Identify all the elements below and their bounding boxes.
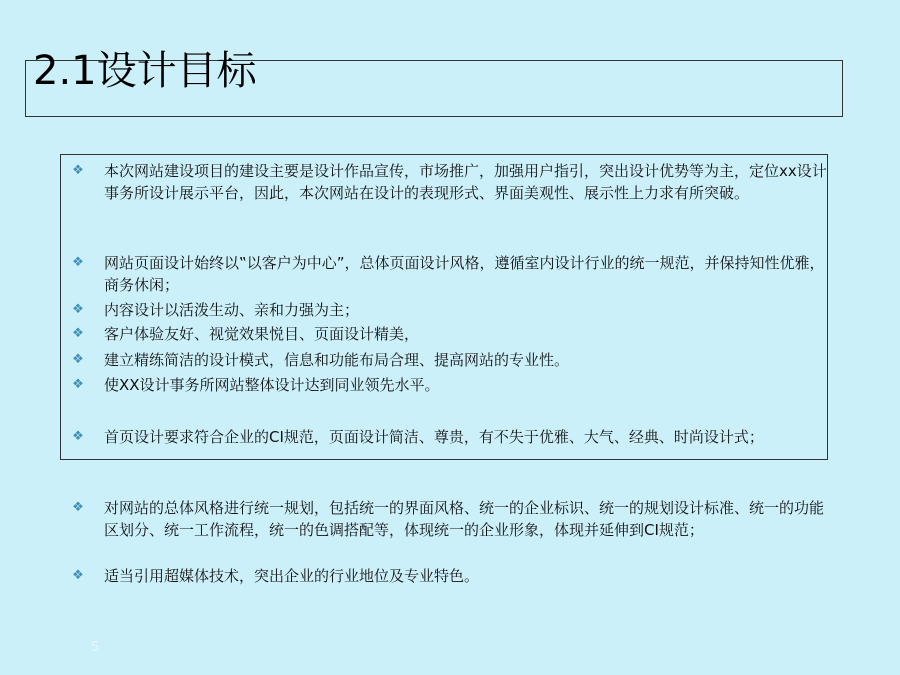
diamond-bullet-icon: ❖ [72,163,84,178]
bullet-item-2 [66,252,836,296]
slide-title: 2.1设计目标 [33,48,257,94]
bullet-item-7 [66,426,836,448]
diamond-bullet-icon: ❖ [72,302,84,317]
bullet-text: 使XX设计事务所网站整体设计达到同业领先水平。 [104,376,440,394]
bullet-item-1 [66,160,836,204]
bullet-text: 适当引用超媒体技术，突出企业的行业地位及专业特色。 [104,567,480,585]
bullet-text: 客户体验友好、视觉效果悦目、页面设计精美， [104,325,420,343]
diamond-bullet-icon: ❖ [72,429,84,444]
bullet-item-9 [66,565,836,587]
diamond-bullet-icon: ❖ [72,255,84,270]
diamond-bullet-icon: ❖ [72,568,84,583]
bullet-text: 本次网站建设项目的建设主要是设计作品宣传，市场推广，加强用户指引，突出设计优势等为主，定位xx设计事务所设计展示平台，因此，本次网站在设计的表现形式、界面美观性、展示性上力求有所突破。 [104,162,827,202]
diamond-bullet-icon: ❖ [72,500,84,515]
diamond-bullet-icon: ❖ [72,326,84,341]
bullet-item-8 [66,497,836,541]
bullet-item-4 [66,323,836,345]
bullet-text: 对网站的总体风格进行统一规划，包括统一的界面风格、统一的企业标识、统一的规划设计标准、统一的功能区划分、统一工作流程，统一的色调搭配等，体现统一的企业形象，体现并延伸到CI规范； [104,499,825,539]
bullet-text: 内容设计以活泼生动、亲和力强为主； [104,301,360,319]
bullet-text: 建立精练简洁的设计模式，信息和功能布局合理、提高网站的专业性。 [104,351,570,369]
bullet-text: 网站页面设计始终以‟以客户为中心”，总体页面设计风格，遵循室内设计行业的统一规范，并保持知性优雅，商务休闲； [104,254,825,294]
page-number: 5 [91,640,100,655]
bullet-item-5 [66,349,836,371]
bullet-text: 首页设计要求符合企业的CI规范，页面设计简洁、尊贵，有不失于优雅、大气、经典、时尚设计式； [104,428,764,446]
bullet-item-6 [66,374,836,396]
diamond-bullet-icon: ❖ [72,352,84,367]
diamond-bullet-icon: ❖ [72,377,84,392]
bullet-item-3 [66,299,836,321]
